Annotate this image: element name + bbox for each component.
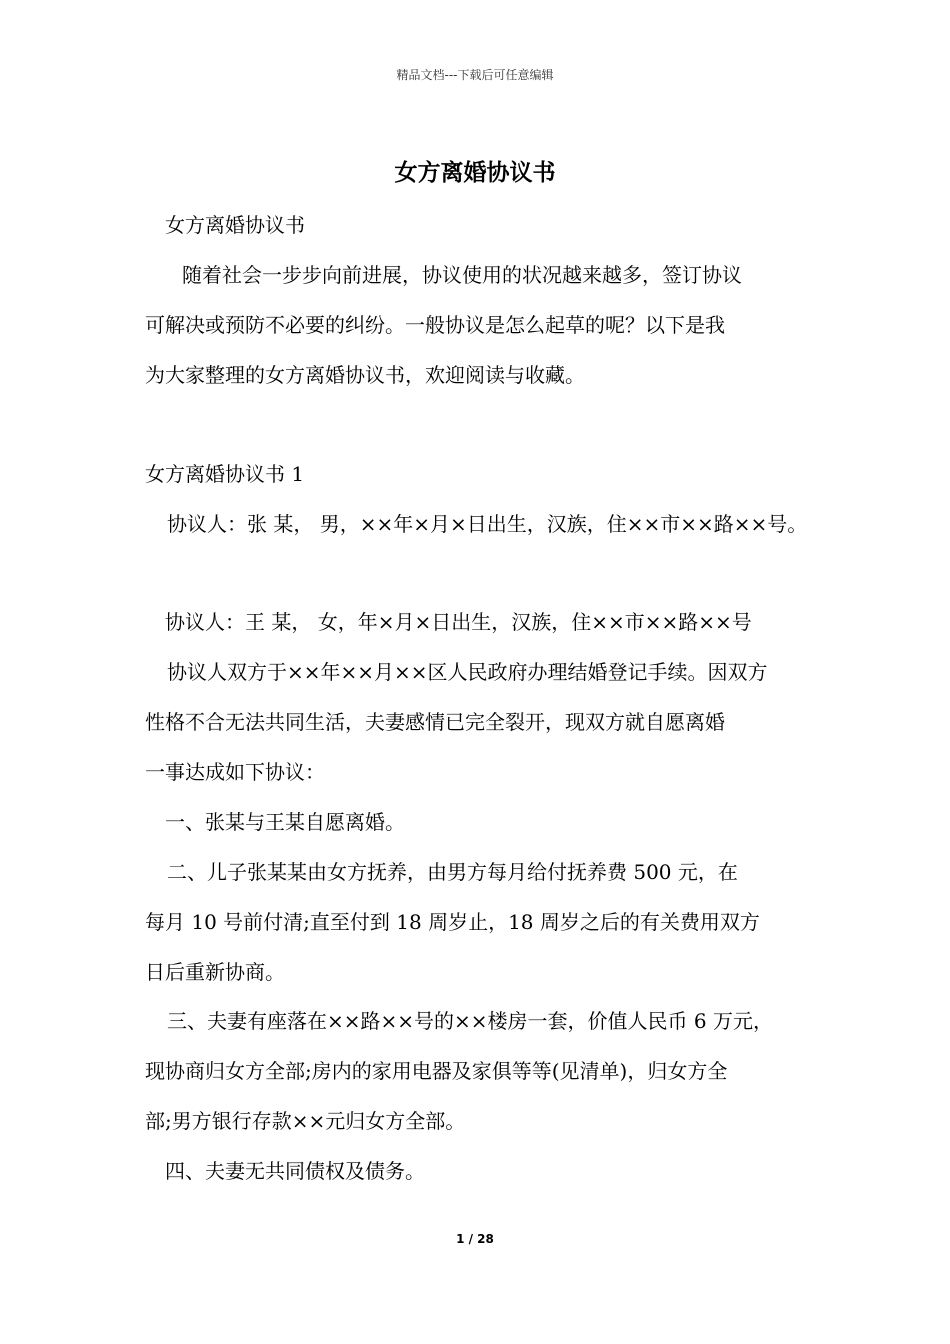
page-indicator: 1 / 28: [456, 1232, 494, 1246]
document-title: 女方离婚协议书: [394, 160, 556, 186]
clause-4-line: 四、夫妻无共同债权及债务。: [165, 1159, 425, 1183]
agreement-paragraph-line-3: 一事达成如下协议：: [145, 760, 325, 784]
clause-2-line-2: 每月 10 号前付清;直至付到 18 周岁止，18 周岁之后的有关费用双方: [145, 910, 760, 934]
clause-1-line: 一、张某与王某自愿离婚。: [165, 810, 405, 834]
party-line-male: 协议人：张 某， 男，××年×月×日出生，汉族，住××市××路××号。: [167, 512, 808, 536]
party-line-female: 协议人：王 某， 女，年×月×日出生，汉族，住××市××路××号: [165, 610, 752, 634]
clause-3-line-2: 现协商归女方全部;房内的家用电器及家俱等等(见清单)，归女方全: [145, 1059, 728, 1083]
intro-paragraph-line-3: 为大家整理的女方离婚协议书，欢迎阅读与收藏。: [145, 363, 585, 387]
intro-paragraph-line-2: 可解决或预防不必要的纠纷。一般协议是怎么起草的呢？以下是我: [145, 313, 725, 337]
clause-3-line-1: 三、夫妻有座落在××路××号的××楼房一套，价值人民币 6 万元，: [167, 1009, 773, 1033]
agreement-paragraph-line-2: 性格不合无法共同生活，夫妻感情已完全裂开，现双方就自愿离婚: [145, 710, 725, 734]
intro-paragraph-line-1: 随着社会一步步向前进展，协议使用的状况越来越多，签订协议: [182, 263, 742, 287]
subtitle-line: 女方离婚协议书: [165, 213, 305, 237]
page-header: 精品文档---下载后可任意编辑: [396, 68, 554, 82]
section-heading: 女方离婚协议书 1: [145, 462, 305, 486]
clause-2-line-3: 日后重新协商。: [145, 960, 285, 984]
agreement-paragraph-line-1: 协议人双方于××年××月××区人民政府办理结婚登记手续。因双方: [167, 660, 768, 684]
clause-3-line-3: 部;男方银行存款××元归女方全部。: [145, 1109, 466, 1133]
clause-2-line-1: 二、儿子张某某由女方抚养，由男方每月给付抚养费 500 元，在: [167, 860, 738, 884]
